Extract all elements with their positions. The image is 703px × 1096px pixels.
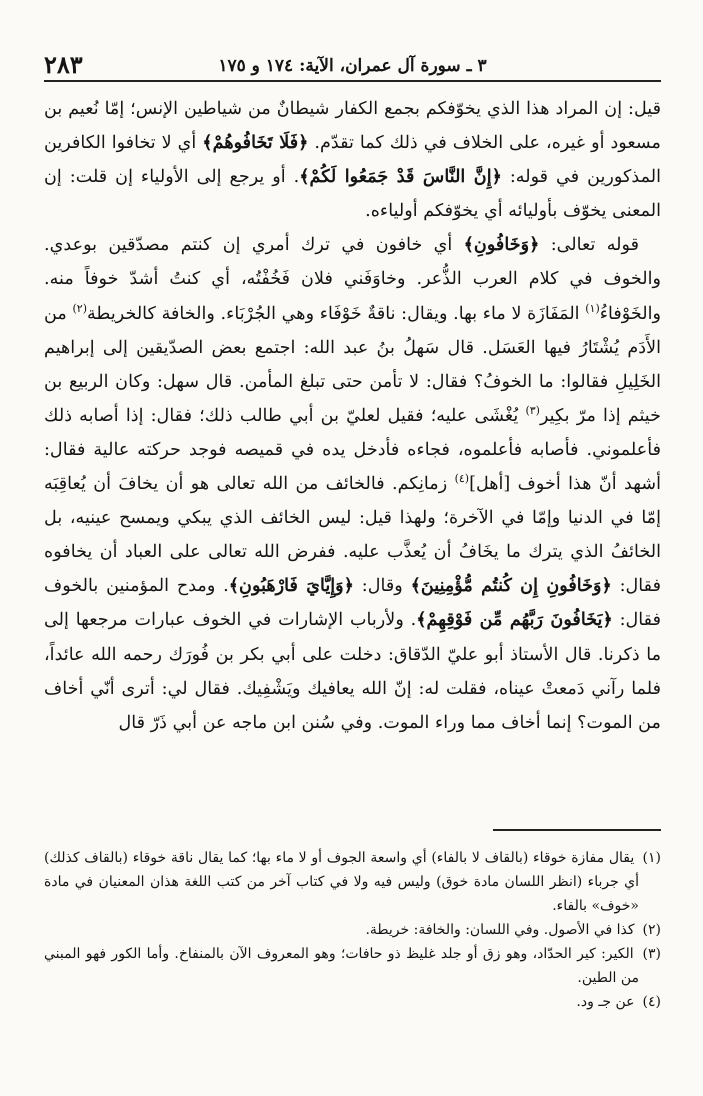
page-header (44, 40, 661, 82)
footnote-4 (44, 990, 661, 1014)
footnote-number: (٤) (642, 994, 661, 1010)
footnote-number: (١) (642, 850, 662, 866)
quran-quote: ﴿يَخَافُونَ رَبَّهُم مِّن فَوْقِهِمْ﴾ (416, 609, 613, 631)
quran-quote: ﴿وَخَافُونِ﴾ (463, 234, 540, 256)
footnote-3 (44, 942, 661, 990)
footnote-2 (44, 918, 661, 942)
page-number: ٢٨٣ (44, 50, 83, 79)
paragraph: قيل: إن المراد هذا الذي يخوّفكم بجمع الكفار شيطانٌ من شياطين الإنس؛ إمّا نُعيم بن مسعود أو غيره، على الخلاف في ذلك كما تقدّم. ﴿فَلَا تَخَافُوهُمْ﴾ أي لا تخافوا الكافرين المذكورين في قوله: ﴿إِنَّ النَّاسَ قَدْ جَمَعُوا لَكُمْ﴾. أو يرجع إلى الأولياء إن قلت: إن المعنى يخوّف بأوليائه أي يخوّفكم أولياءه. (44, 99, 661, 222)
quran-quote: ﴿إِنَّ النَّاسَ قَدْ جَمَعُوا لَكُمْ﴾ (299, 166, 502, 188)
footnote-1 (44, 846, 661, 918)
main-text (44, 92, 661, 740)
footnotes (44, 846, 661, 1014)
footnote-ref-1: (١) (585, 301, 600, 315)
footnote-number: (٢) (642, 922, 661, 938)
footnote-ref-3: (٣) (525, 403, 540, 417)
footnote-text: كذا في الأصول. وفي اللسان: والخافة: خريطة. (365, 922, 635, 938)
footnote-text: يقال مفازة خوقاء (بالقاف لا بالفاء) أي واسعة الجوف أو لا ماء بها؛ كما يقال ناقة خوقاء (بالقاف كذلك) أي جرباء (انظر اللسان مادة خوق) وليس فيه ولا في كتاب آخر من كتب اللغة هذان المعنيان في مادة «خوف» بالفاء. (44, 850, 639, 914)
quran-quote: ﴿فَلَا تَخَافُوهُمْ﴾ (202, 132, 309, 154)
quran-quote: ﴿وَخَافُونِ إِن كُنتُم مُّؤْمِنِينَ﴾ (410, 575, 612, 597)
running-title: ٣ ـ سورة آل عمران، الآية: ١٧٤ و ١٧٥ (218, 56, 487, 76)
footnote-number: (٣) (642, 946, 662, 962)
footnote-divider (493, 829, 661, 831)
paragraph: قوله تعالى: ﴿وَخَافُونِ﴾ أي خافون في ترك أمري إن كنتم مصدّقين بوعدي. والخوف في كلام العرب الذُّعر. وخاوَفَني فلان فَخُفْتُه، أي كنتُ أشدّ خوفاً منه. والخَوْفاءُ$^{(١)}$ المَفَازَة لا ماء بها. ويقال: ناقةٌ خَوْفَاء وهي الجُرْبَاء. والخافة كالخريطة$^{(٢)}$ من الأَدَم يُشْتَارُ فيها العَسَل. قال سَهلُ بنُ عبد الله: اجتمع بعض الصدّيقين إلى إبراهيم الخَلِيلِ فقالوا: ما الخوفُ؟ فقال: لا تأمن حتى تبلغ المأمن. قال سهل: وكان الربيع بن خيثم إذا مرّ بكِير$^{(٣)}$ يُغْشَى عليه؛ فقيل لعليّ بن أبي طالب ذلك؛ فقال: إذا أصابه ذلك فأعلموني. فأصابه فأعلموه، فجاءه فأدخل يده في قميصه فوجد حركته عالية فقال: أشهد أنّ هذا أخوف [أهل]$^{(٤)}$ زمانِكم. فالخائف من الله تعالى هو أن يخافَ أن يُعاقِبَه إمّا في الدنيا وإمّا في الآخرة؛ ولهذا قيل: ليس الخائف الذي يبكي ويمسح عينيه، بل الخائفُ الذي يترك ما يخَافُ أن يُعذَّب عليه. ففرض الله تعالى على العباد أن يخافوه فقال: ﴿وَخَافُونِ إِن كُنتُم مُّؤْمِنِينَ﴾ وقال: ﴿وَإِيَّايَ فَارْهَبُونِ﴾. ومدح المؤمنين بالخوف فقال: ﴿يَخَافُونَ رَبَّهُم مِّن فَوْقِهِمْ﴾. ولأرباب الإشارات في الخوف عبارات مرجعها إلى ما ذكرنا. قال الأستاذ أبو عليّ الدّقاق: دخلت على أبي بكر بن فُورَك رحمه الله عائداً، فلما رآني دَمعتْ عيناه، فقلت له: إنّ الله يعافيك ويَشْفِيك. فقال لي: أترى أنّي أخاف من الموت؟ إنما أخاف مما وراء الموت. وفي سُنن ابن ماجه عن أبي ذَرّ قال (44, 234, 661, 733)
quran-quote: ﴿وَإِيَّايَ فَارْهَبُونِ﴾ (228, 575, 354, 597)
footnote-text: الكير: كير الحدّاد، وهو زق أو جلد غليظ ذو حافات؛ وهو المعروف الآن بالمنفاخ. وأما الكور فهو المبني من الطين. (44, 946, 639, 986)
book-page (44, 40, 661, 1066)
footnote-ref-2: (٢) (72, 301, 87, 315)
footnote-ref-4: (٤) (454, 472, 470, 486)
footnote-text: عن جـ ود. (576, 994, 635, 1010)
